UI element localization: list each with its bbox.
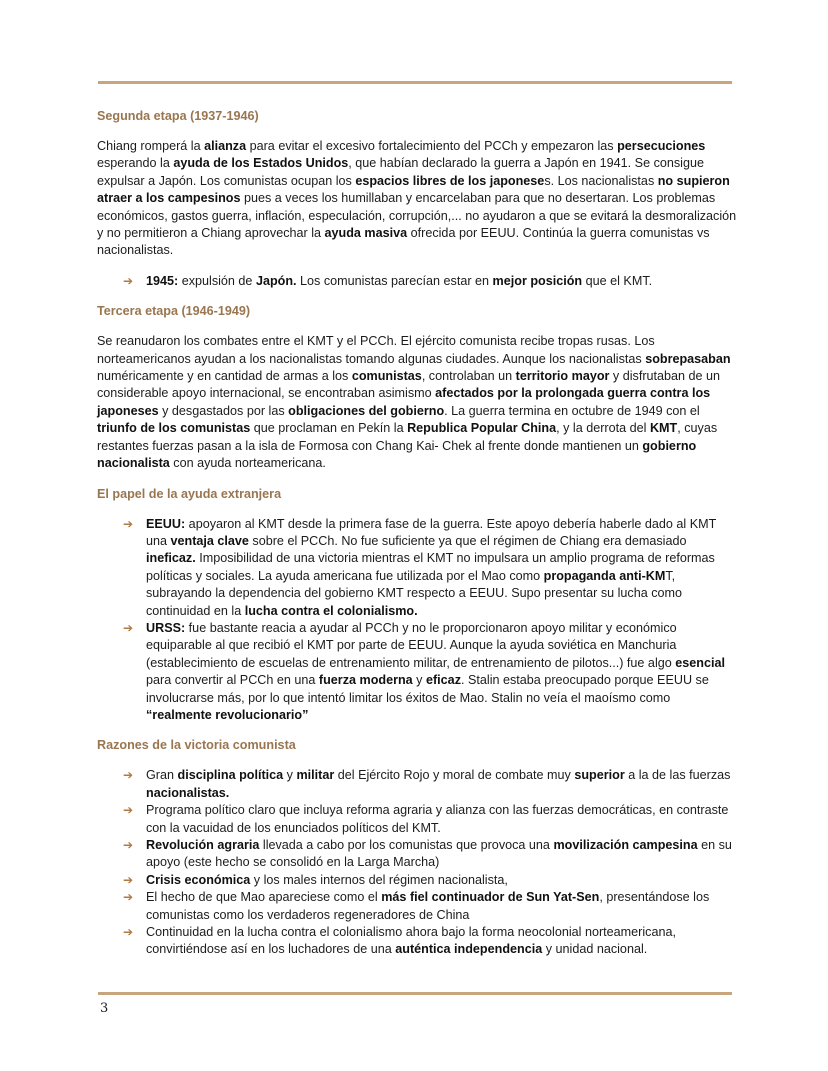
right-arrow-icon: ➔	[123, 273, 134, 288]
bullet-list	[97, 516, 737, 725]
text-run: y	[283, 768, 297, 783]
section-paragraph	[97, 333, 737, 472]
text-run: apoyaron al KMT desde la primera fase de la guerra. Este apoyo debería haberle dado al KMT una	[146, 516, 717, 548]
bold-text: esencial	[675, 655, 725, 670]
text-run: que proclaman en Pekín la	[250, 421, 408, 436]
list-item	[123, 273, 737, 290]
list-item	[123, 516, 737, 620]
section-paragraph	[97, 138, 737, 260]
bold-text: espacios libres de los japonese	[355, 173, 545, 188]
text-run: y los males internos del régimen nacionalista,	[250, 872, 508, 887]
bold-text: URSS:	[146, 620, 186, 635]
list-item	[123, 620, 737, 724]
bold-text: afectados por la prolongada guerra contra los japoneses	[97, 386, 711, 418]
bold-text: sobrepasaban	[645, 351, 731, 366]
text-run: Se reanudaron los combates entre el KMT y el PCCh. El ejército comunista recibe tropas rusas. Los norteamericanos ayudan a los nacionalistas tomando algunas ciudades. Aunque los nacionalistas	[97, 334, 655, 366]
bold-text: Republica Popular China	[407, 421, 557, 436]
list-item	[123, 889, 737, 924]
text-run: ofrecida por EEUU. Continúa la guerra comunistas vs nacionalistas.	[97, 226, 710, 258]
bold-text: territorio mayor	[515, 369, 610, 384]
bold-text: no supieron atraer a los campesinos	[97, 173, 730, 206]
list-item	[123, 872, 737, 889]
bold-text: Revolución agraria	[146, 838, 260, 852]
bold-text: nacionalistas.	[146, 785, 230, 800]
right-arrow-icon: ➔	[123, 838, 134, 852]
bold-text: ineficaz.	[146, 551, 196, 566]
text-run: en su apoyo (este hecho se consolidó en la Larga Marcha)	[146, 838, 732, 870]
text-run: Chiang romperá la	[97, 139, 205, 153]
right-arrow-icon: ➔	[123, 890, 134, 905]
page-number: 3	[100, 1001, 109, 1016]
text-run: T, subrayando la dependencia del gobierno KMT respecto a EEUU. Supo presentar su lucha como continuidad en la	[146, 568, 683, 618]
top-rule	[98, 81, 732, 84]
bold-text: “realmente revolucionario”	[146, 707, 309, 722]
bold-text: alianza	[204, 139, 247, 153]
bold-text: triunfo de los comunistas	[97, 421, 251, 436]
text-run: del Ejército Rojo y moral de combate muy	[334, 768, 575, 783]
text-run: que el KMT.	[582, 273, 653, 288]
bold-text: 1945:	[146, 273, 179, 288]
section-heading: Segunda etapa (1937-1946)	[97, 109, 259, 123]
right-arrow-icon: ➔	[123, 768, 134, 783]
right-arrow-icon: ➔	[123, 872, 134, 887]
text-run: , presentándose los comunistas como los verdaderos regeneradores de China	[146, 890, 710, 922]
text-run: . La guerra termina en octubre de 1949 con el	[444, 403, 700, 418]
text-run: llevada a cabo por los comunistas que provoca una	[259, 838, 554, 852]
text-run: Los comunistas parecían estar en	[296, 273, 493, 288]
bold-text: propaganda anti-KM	[543, 568, 666, 583]
bold-text: superior	[574, 768, 625, 783]
bold-text: Japón.	[255, 273, 297, 288]
bold-text: disciplina política	[177, 768, 284, 783]
text-run: y desgastados por las	[158, 403, 289, 418]
bold-text: movilización campesina	[553, 838, 698, 852]
right-arrow-icon: ➔	[123, 516, 134, 531]
document-body	[97, 108, 737, 959]
section-heading: Razones de la victoria comunista	[97, 738, 296, 753]
text-run: para convertir al PCCh en una	[146, 673, 319, 688]
text-run: pues a veces los humillaban y encarcelaban para que no desertaran. Los problemas económicos, gastos guerra, inflación, especulación, corrupción,... no ayudaron a que se evitará la desmoralización y no permitieron a Chiang aprovechar la	[97, 191, 737, 241]
text-run: numéricamente y en cantidad de armas a los	[97, 369, 352, 384]
text-run: Programa político claro que incluya reforma agraria y alianza con las fuerzas democráticas, en contraste con la vacuidad de los enunciados políticos del KMT.	[146, 803, 729, 835]
text-run: con ayuda norteamericana.	[169, 456, 326, 471]
bold-text: ventaja clave	[170, 533, 249, 548]
text-run: fue bastante reacia a ayudar al PCCh y no le proporcionaron apoyo militar y económico equiparable al que recibió el KMT por parte de EEUU. Aunque la ayuda soviética en Manchuria (establecimiento de escuelas de entrenamiento militar, de entrenamiento de pilotos...) fue algo	[146, 620, 677, 670]
section-heading: Tercera etapa (1946-1949)	[97, 304, 251, 319]
text-run: Continuidad en la lucha contra el colonialismo ahora bajo la forma neocolonial norteamericana, convirtiéndose así en los luchadores de una	[146, 925, 676, 957]
text-run: , y la derrota del	[556, 421, 650, 436]
text-run: a la de las fuerzas	[624, 768, 731, 783]
text-run: expulsión de	[178, 273, 256, 288]
bold-text: KMT	[649, 421, 678, 436]
bold-text: comunistas	[351, 369, 422, 384]
text-run: sobre el PCCh. No fue suficiente ya que el régimen de Chiang era demasiado	[248, 533, 687, 548]
text-run: Imposibilidad de una victoria mientras el KMT no impulsara un amplio programa de reformas políticas y sociales. La ayuda americana fue utilizada por el Mao como	[146, 551, 715, 583]
right-arrow-icon: ➔	[123, 620, 134, 635]
list-item	[123, 837, 737, 872]
text-run: s. Los nacionalistas	[544, 173, 658, 188]
text-run: y unidad nacional.	[542, 942, 648, 957]
bold-text: más fiel continuador de Sun Yat-Sen	[381, 890, 600, 905]
list-item	[123, 767, 737, 802]
bottom-rule	[98, 992, 732, 995]
bold-text: militar	[296, 768, 335, 783]
bold-text: ayuda masiva	[324, 226, 408, 241]
bold-text: obligaciones del gobierno	[288, 403, 445, 418]
bullet-list	[97, 273, 737, 290]
bold-text: EEUU:	[146, 516, 186, 531]
text-run: , cuyas restantes fuerzas pasan a la isla de Formosa con Chang Kai- Chek al frente donde mantienen un	[97, 421, 718, 453]
text-run: Gran	[146, 768, 178, 783]
text-run: esperando la	[97, 156, 174, 171]
bullet-list	[97, 767, 737, 958]
right-arrow-icon: ➔	[123, 803, 134, 818]
text-run: . Stalin estaba preocupado porque EEUU se involucrarse más, por lo que intentó limitar los éxitos de Mao. Stalin no veía el maoísmo como	[146, 673, 709, 705]
bold-text: eficaz	[425, 673, 461, 688]
bold-text: lucha contra el colonialismo.	[244, 603, 418, 618]
text-run: y disfrutaban de un considerable apoyo internacional, se encontraban asimismo	[97, 369, 721, 401]
bold-text: ayuda de los Estados Unidos	[173, 156, 349, 171]
bold-text: auténtica independencia	[395, 942, 543, 957]
text-run: El hecho de que Mao apareciese como el	[146, 890, 382, 905]
right-arrow-icon: ➔	[123, 925, 134, 940]
text-run: para evitar el excesivo fortalecimiento del PCCh y empezaron las	[246, 139, 618, 153]
list-item	[123, 924, 737, 959]
text-run: , que habían declarado la guerra a Japón en 1941. Se consigue expulsar a Japón. Los comunistas ocupan los	[97, 156, 704, 188]
text-run: , controlaban un	[421, 369, 516, 384]
bold-text: persecuciones	[617, 139, 706, 153]
bold-text: Crisis económica	[146, 872, 251, 887]
section-heading: El papel de la ayuda extranjera	[97, 486, 282, 501]
bold-text: gobierno nacionalista	[97, 438, 697, 471]
bold-text: fuerza moderna	[318, 673, 413, 688]
bold-text: mejor posición	[492, 273, 583, 288]
text-run: y	[412, 673, 426, 688]
list-item	[123, 802, 737, 837]
